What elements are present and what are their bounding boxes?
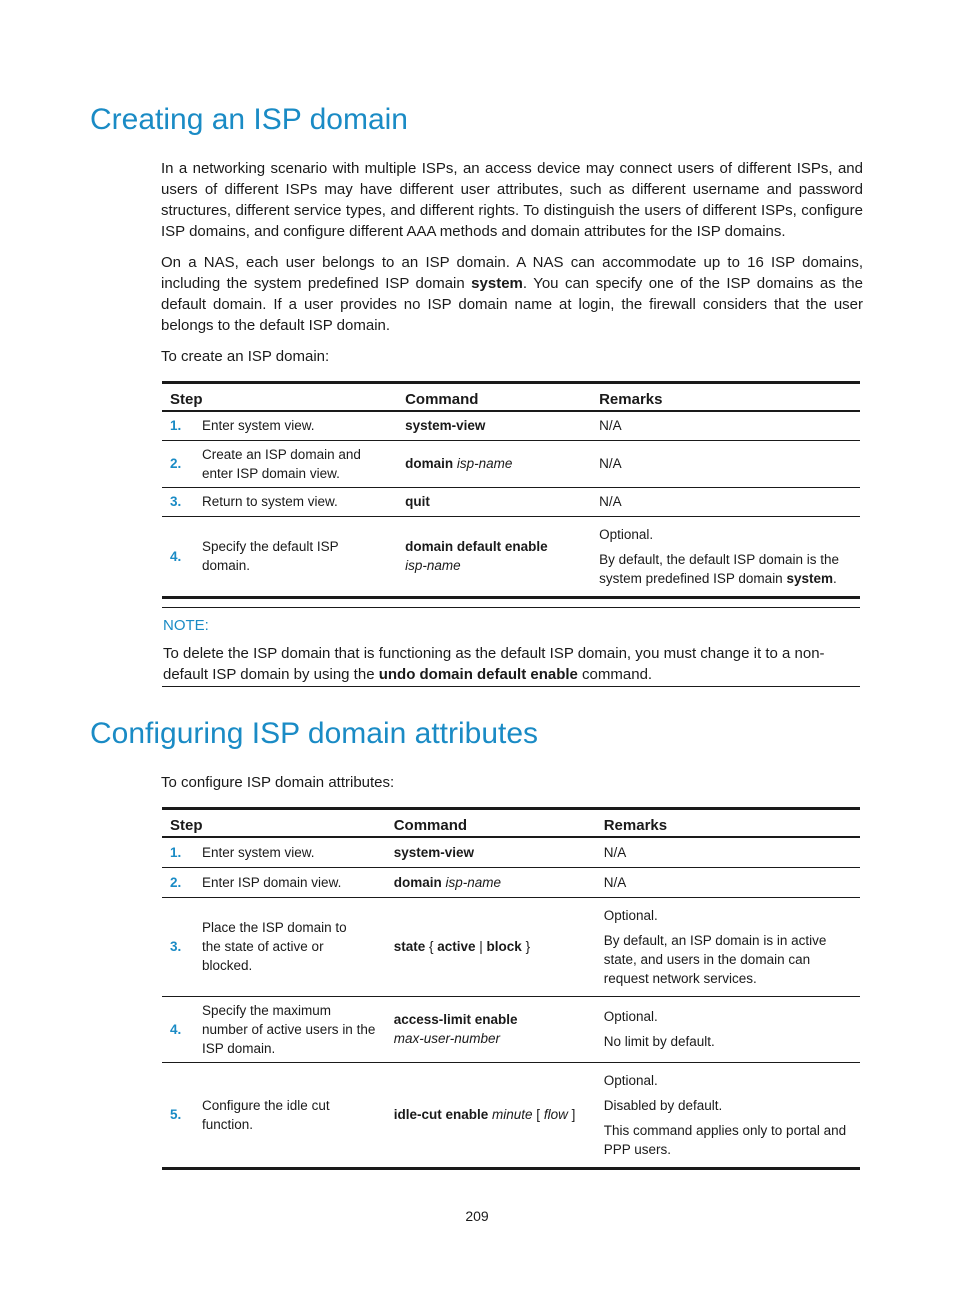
text-run: To delete the ISP domain that is functioning as the default ISP domain, you must change it to a non-default ISP domain by using the [163, 645, 825, 683]
step-number: 1. [162, 411, 194, 440]
command-keyword: idle-cut enable [393, 1107, 489, 1122]
text-run: . You can specify one of the ISP domains as the default domain. If a user provides no ISP domain name at login, the firewall considers that the user belongs to the default ISP domain. [161, 275, 863, 334]
remark-line: This command applies only to portal and PPP users. [603, 1122, 847, 1157]
text-run-bold: system [786, 570, 833, 586]
command-syntax: { [425, 939, 438, 954]
paragraph-table-intro-2: To configure ISP domain attributes: [161, 774, 395, 791]
step-number: 1. [162, 837, 194, 867]
table-row [162, 516, 860, 597]
command-keyword: active [437, 939, 476, 954]
paragraph-table-intro: To create an ISP domain: [161, 348, 330, 365]
step-command [386, 1062, 596, 1168]
step-description: Configure the idle cut function. [194, 1062, 386, 1168]
command-keyword: quit [405, 494, 430, 509]
command-keyword: domain default enable [405, 539, 548, 554]
step-description: Specify the maximum number of active users in the ISP domain. [194, 996, 386, 1062]
header-step: Step [162, 383, 397, 412]
step-description: Enter system view. [194, 837, 386, 867]
command-argument: isp-name [445, 874, 502, 890]
text-run: . [833, 570, 837, 586]
step-command [386, 897, 596, 996]
command-keyword: state [393, 939, 426, 954]
create-domain-table [162, 381, 860, 599]
step-remarks: N/A [591, 411, 860, 440]
command-syntax: ] [567, 1107, 576, 1122]
table-row [162, 867, 860, 897]
step-command [397, 516, 591, 597]
paragraph-intro: In a networking scenario with multiple ISPs, an access device may connect users of different ISPs, and users of different ISPs may have different user attributes, such as different username and password structures, different service types, and different rights. To distinguish the users of different ISPs, configure ISP domains, and configure different AAA methods and domain attributes for the ISP domains. [161, 160, 863, 240]
command-keyword: domain [393, 874, 442, 890]
table-row [162, 837, 860, 867]
note-label: NOTE: [163, 617, 209, 634]
header-command: Command [386, 809, 596, 838]
step-number: 3. [162, 487, 194, 516]
text-run: command. [577, 666, 653, 683]
step-number: 3. [162, 897, 194, 996]
remark-line: No limit by default. [603, 1034, 715, 1049]
remark-line: By default, an ISP domain is in active state, and users in the domain can request network services. [603, 932, 827, 986]
step-remarks: N/A [596, 867, 860, 897]
remark-line: Optional. [603, 1009, 658, 1024]
step-remarks [591, 516, 860, 597]
remark-line: Disabled by default. [603, 1097, 723, 1113]
command-argument: flow [543, 1107, 568, 1122]
header-remarks: Remarks [591, 383, 860, 412]
table-row [162, 440, 860, 487]
domain-attributes-table [162, 807, 860, 1170]
step-command [397, 487, 591, 516]
step-description: Enter ISP domain view. [194, 867, 386, 897]
header-step: Step [162, 809, 386, 838]
step-command [397, 411, 591, 440]
command-syntax: [ [532, 1107, 544, 1122]
table-row [162, 487, 860, 516]
step-remarks [596, 897, 860, 996]
command-keyword: domain [405, 456, 454, 471]
note-text [163, 643, 861, 685]
page-number: 209 [465, 1208, 489, 1224]
step-description: Enter system view. [194, 411, 397, 440]
step-number: 2. [162, 867, 194, 897]
command-syntax: } [521, 939, 531, 954]
text-run: On a NAS, each user belongs to an ISP domain. A NAS can accommodate up to 16 ISP domains, including the system predefined ISP domain [161, 254, 863, 292]
table-row [162, 1062, 860, 1168]
header-remarks: Remarks [596, 809, 860, 838]
step-command [386, 837, 596, 867]
table-header-row [162, 809, 860, 838]
step-description: Place the ISP domain to the state of active or blocked. [194, 897, 386, 996]
remark-line: Optional. [603, 907, 658, 923]
table-header-row [162, 383, 860, 412]
command-keyword: system-view [393, 844, 475, 860]
step-remarks: N/A [591, 487, 860, 516]
section-title-creating-isp-domain: Creating an ISP domain [90, 103, 408, 136]
step-description: Create an ISP domain and enter ISP domain view. [194, 440, 397, 487]
table-row [162, 897, 860, 996]
step-command [386, 867, 596, 897]
step-remarks [596, 996, 860, 1062]
step-command [397, 440, 591, 487]
text-run-bold: undo domain default enable [378, 666, 578, 683]
command-keyword: block [486, 939, 522, 954]
step-description: Return to system view. [194, 487, 397, 516]
step-number: 2. [162, 440, 194, 487]
command-argument: minute [492, 1107, 533, 1122]
step-number: 4. [162, 996, 194, 1062]
remark-line [599, 550, 852, 588]
remark-line: Optional. [603, 1072, 658, 1088]
section-title-configuring-attributes: Configuring ISP domain attributes [90, 717, 539, 750]
step-remarks: N/A [591, 440, 860, 487]
command-keyword: access-limit enable [393, 1012, 518, 1027]
command-argument: max-user-number [393, 1031, 501, 1046]
step-number: 5. [162, 1062, 194, 1168]
text-run: By default, the default ISP domain is the system predefined ISP domain [599, 551, 839, 586]
text-run-bold: system [471, 275, 523, 292]
command-keyword: system-view [405, 418, 486, 434]
command-argument: isp-name [405, 558, 461, 573]
table-row [162, 996, 860, 1062]
table-row [162, 411, 860, 440]
command-argument: isp-name [456, 456, 513, 471]
step-remarks [596, 1062, 860, 1168]
note-box [162, 607, 860, 687]
step-description: Specify the default ISP domain. [194, 516, 397, 597]
header-command: Command [397, 383, 591, 412]
step-command [386, 996, 596, 1062]
paragraph-nas [161, 252, 863, 336]
step-remarks: N/A [596, 837, 860, 867]
step-number: 4. [162, 516, 194, 597]
remark-line: Optional. [599, 526, 654, 542]
command-syntax: | [475, 939, 487, 954]
